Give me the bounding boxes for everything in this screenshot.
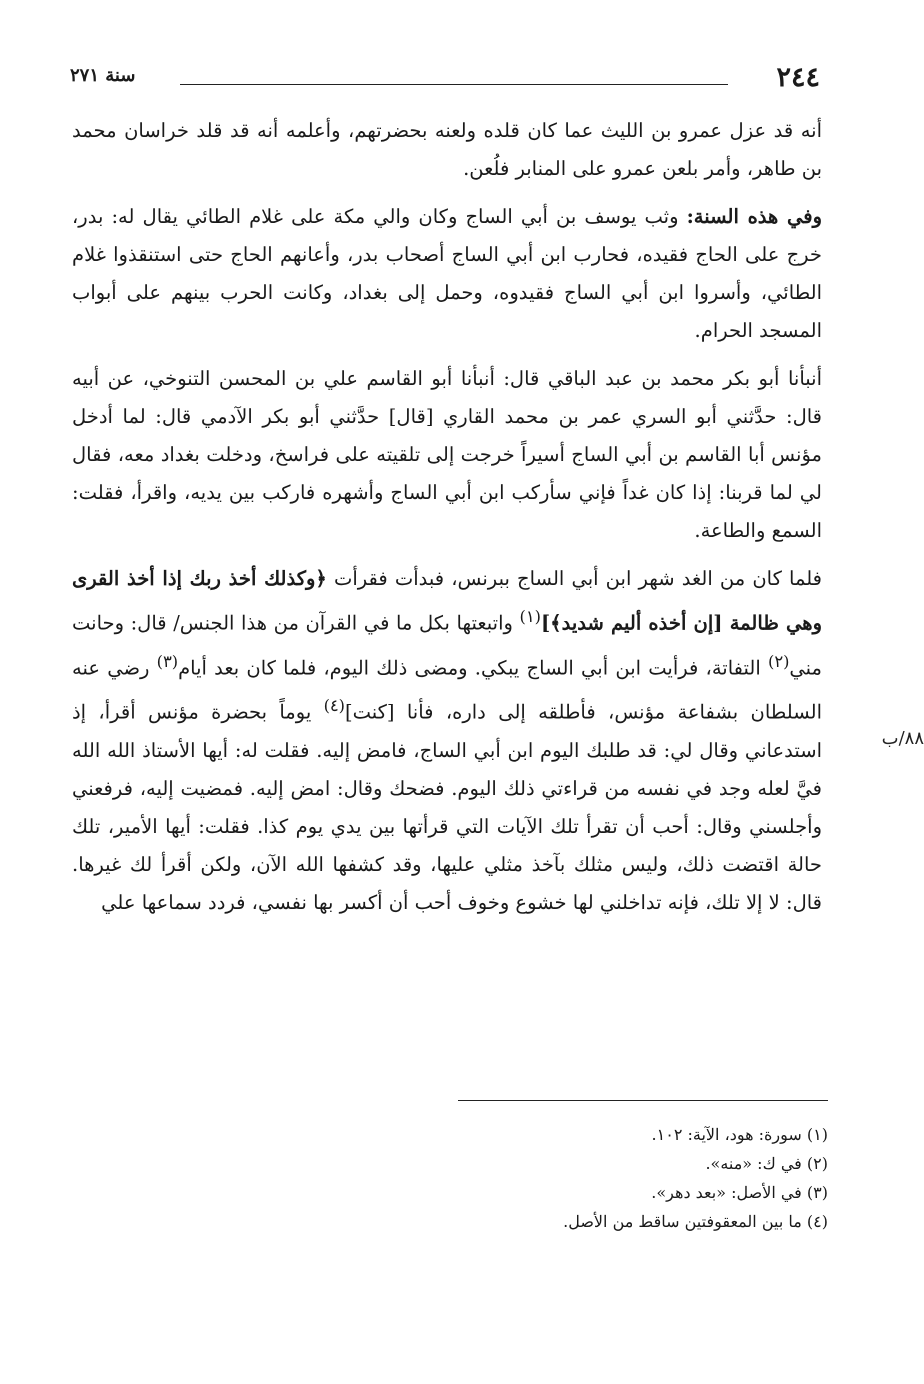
footnote-ref: (٢): [767, 651, 790, 671]
footnote-ref: (٤): [323, 696, 345, 715]
paragraph-text: فلما كان من الغد شهر ابن أبي الساج ببرنس، فبدأت فقرأت: [326, 567, 822, 590]
paragraph-lead: وفي هذه السنة:: [686, 205, 822, 228]
footnote-ref: (٣): [156, 651, 179, 671]
page-header: [70, 62, 820, 98]
paragraph-text: يوماً بحضرة مؤنس أقرأ، إذ استدعاني وقال لي: قد طلبك اليوم ابن أبي الساج، فامض إليه. فقلت له: أيها الأستاذ الله الله فيَّ لعله وجد في نفسه من قراءتي ذلك اليوم. فضحك وقال: امض إليه. فمضيت إليه، فرفعني وأجلسني وقال: أحب أن تقرأ تلك الآيات التي قرأتها بين يدي يوم كذا. فقلت: أيها الأمير، تلك حالة اقتضت ذلك، وليس مثلك بآخذ مثلي عليها، وقد كشفها الله الآن، ولكن أقرأ لك غيرها. قال: لا إلا تلك، فإنه تداخلني لها خشوع وخوف أحب أن أكسر بها نفسي، فردد سماعها علي: [72, 700, 822, 914]
paragraph-text: رضي عنه السلطان بشفاعة مؤنس، فأطلقه إلى داره، فأنا [كنت]: [72, 656, 822, 724]
header-rule: [180, 84, 728, 85]
running-head: سنة ٢٧١: [70, 65, 136, 86]
footnote-2: (٢) في ك: «منه».: [705, 1154, 828, 1173]
paragraph-text: أنه قد عزل عمرو بن الليث عما كان قلده ولعنه بحضرتهم، وأعلمه أنه قد قلد خراسان محمد بن طاهر، وأمر بلعن عمرو على المنابر فلُعن.: [72, 119, 822, 180]
footnote-1: (١) سورة: هود، الآية: ١٠٢.: [651, 1125, 828, 1144]
footnotes: [228, 1120, 828, 1236]
quran-quote: ﴿وكذلك أخذ ربك إذا أخذ القرى وهي ظالمة [إن أخذه أليم شديد﴾]: [72, 567, 822, 635]
paragraph-2: [72, 198, 822, 350]
paragraph-text: أنبأنا أبو بكر محمد بن عبد الباقي قال: أنبأنا أبو القاسم علي بن المحسن التنوخي، عن أبيه قال: حدَّثني أبو السري عمر بن محمد القاري [قال] حدَّثني أبو بكر الآدمي قال: لما أدخل مؤنس أبا القاسم بن أبي الساج أسيراً خرجت إلى تلقيته على فراسخ، ودخلت بغداد معه، فقال لي لما قربنا: إذا كان غداً فإني سأركب ابن أبي الساج وأشهره فاركب بين يديه، واقرأ، فقلت: السمع والطاعة.: [72, 367, 822, 542]
footnote-3: (٣) في الأصل: «بعد دهر».: [651, 1183, 828, 1202]
paragraph-4: [72, 560, 822, 922]
footnote-rule: [458, 1100, 828, 1101]
footnote-4: (٤) ما بين المعقوفتين ساقط من الأصل.: [563, 1212, 828, 1231]
margin-folio-note: ٨٨/ب: [881, 728, 924, 749]
paragraph-text: واتبعتها بكل ما في القرآن من هذا الجنس/ قال: وحانت مني: [72, 611, 822, 679]
paragraph-text: التفاتة، فرأيت ابن أبي الساج يبكي. ومضى ذلك اليوم، فلما كان بعد أيام: [178, 656, 768, 679]
footnote-ref: (١): [519, 607, 541, 626]
paragraph-1: [72, 112, 822, 188]
paragraph-text: وثب يوسف بن أبي الساج وكان والي مكة على غلام الطائي يقال له: بدر، خرج على الحاج فقيده، فحارب ابن أبي الساج أصحاب بدر، وأعانهم الحاج حتى استنقذوا غلام الطائي، وأسروا ابن أبي الساج فقيدوه، وحمل إلى بغداد، وكانت الحرب بينهم على أبواب المسجد الحرام.: [72, 205, 822, 342]
paragraph-3: [72, 360, 822, 550]
page-number: ٢٤٤: [776, 62, 820, 93]
main-text: [72, 112, 822, 932]
